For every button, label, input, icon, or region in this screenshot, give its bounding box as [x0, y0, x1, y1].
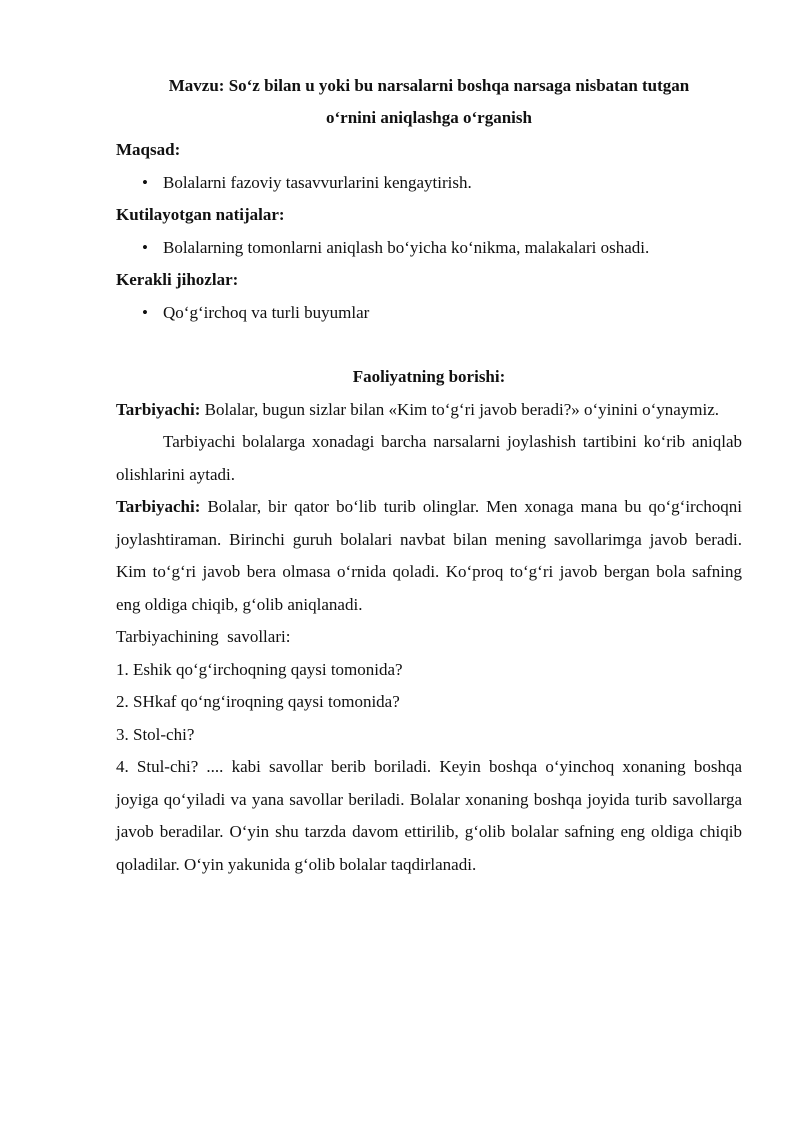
document-page [116, 68, 742, 881]
title-line-2: o‘rnini aniqlashga o‘rganish [326, 108, 532, 127]
bullet-icon: • [142, 172, 148, 192]
paragraph-3 [116, 491, 742, 621]
section-spacer [116, 329, 742, 361]
natijalar-heading: Kutilayotgan natijalar: [116, 205, 285, 224]
document-title [116, 68, 742, 134]
jihozlar-heading: Kerakli jihozlar: [116, 270, 239, 289]
speaker-label: Tarbiyachi: [116, 497, 201, 516]
list-item [142, 167, 742, 200]
paragraph-1 [116, 394, 742, 427]
borishi-heading: Faoliyatning borishi: [352, 367, 506, 386]
list-item-text: Bolalarni fazoviy tasavvurlarini kengaytirish. [163, 172, 472, 192]
speaker-label: Tarbiyachi: [116, 399, 201, 419]
bullet-icon: • [142, 302, 148, 322]
jihozlar-list [116, 297, 742, 330]
title-line-1: Mavzu: So‘z bilan u yoki bu narsalarni boshqa narsaga nisbatan tutgan [168, 76, 690, 95]
paragraph-text: Bolalar, bugun sizlar bilan «Kim to‘g‘ri javob beradi?» o‘yinini o‘ynaymiz. [200, 399, 720, 419]
maqsad-heading: Maqsad: [116, 140, 181, 159]
list-item-text: Qo‘g‘irchoq va turli buyumlar [163, 302, 370, 322]
question-1: 1. Eshik qo‘g‘irchoqning qaysi tomonida? [116, 659, 403, 679]
question-2: 2. SHkaf qo‘ng‘iroqning qaysi tomonida? [116, 692, 400, 711]
list-item-text: Bolalarning tomonlarni aniqlash bo‘yicha ko‘nikma, malakalari oshadi. [163, 237, 650, 257]
questions-intro: Tarbiyachining savollari: [116, 627, 291, 646]
question-3: 3. Stol-chi? [116, 724, 195, 744]
list-item [142, 297, 742, 330]
bullet-icon: • [142, 237, 148, 257]
maqsad-list [116, 167, 742, 200]
question-4: 4. Stul-chi? .... kabi savollar berib boriladi. Keyin boshqa o‘yinchoq xonaning boshqa joyiga qo‘yiladi va yana savollar beriladi. Bolalar xonaning boshqa joyida turib savollarga javob beradilar. O‘yin shu tarzda davom ettirilib, g‘olib bolalar safning eng oldiga chiqib qoladilar. O‘yin yakunida g‘olib bolalar taqdirlanadi. [116, 757, 742, 874]
list-item [142, 232, 742, 265]
natijalar-list [116, 232, 742, 265]
paragraph-text: Bolalar, bir qator bo‘lib turib olinglar. Men xonaga mana bu qo‘g‘irchoqni joylashtiraman. Birinchi guruh bolalari navbat bilan mening savollarimga javob beradi. Kim to‘g‘ri javob bera olmasa o‘rnida qoladi. Ko‘proq to‘g‘ri javob bergan bola safning eng oldiga chiqib, g‘olib aniqlanadi. [116, 497, 742, 614]
paragraph-2: Tarbiyachi bolalarga xonadagi barcha narsalarni joylashish tartibini ko‘rib aniqlab olishlarini aytadi. [116, 432, 742, 484]
